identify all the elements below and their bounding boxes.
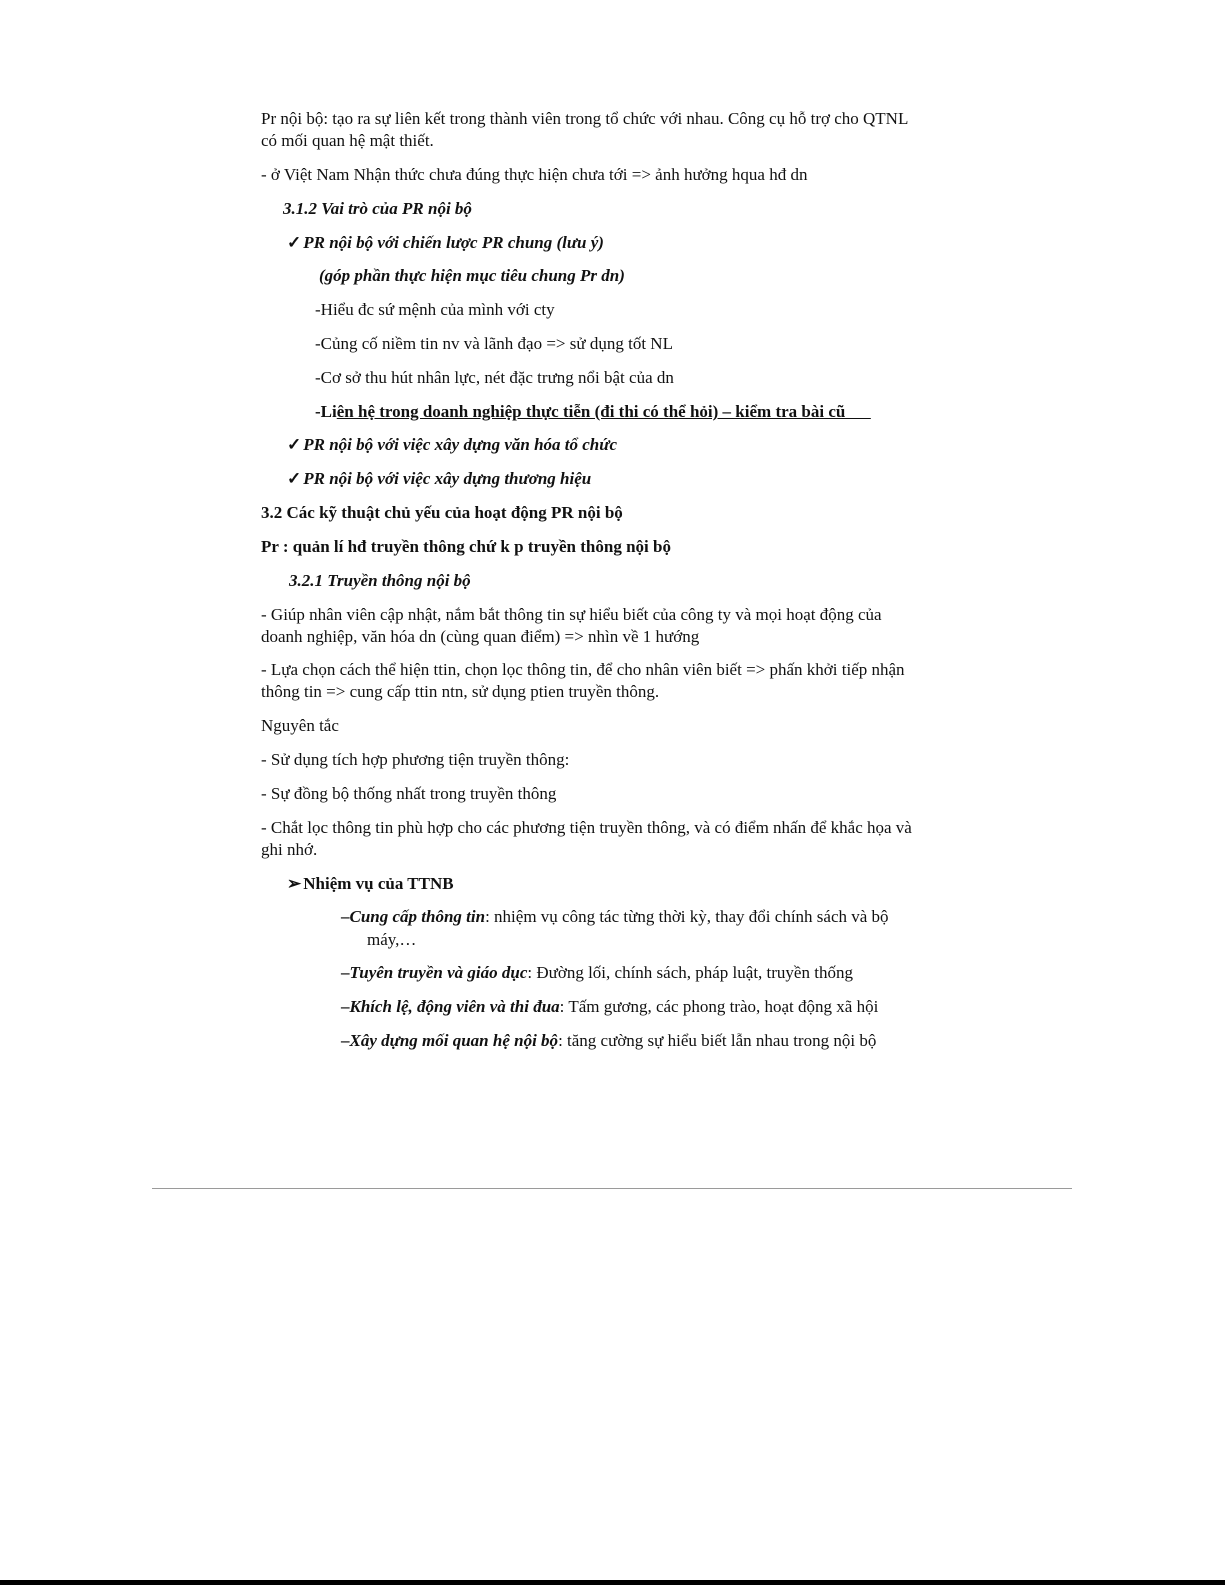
tasks-title-text: Nhiệm vụ của TTNB	[303, 874, 454, 893]
dash-bullet-icon: –	[341, 907, 350, 926]
task-item	[341, 962, 853, 984]
principle-item-continued: ghi nhớ.	[261, 840, 318, 859]
role-3-title	[287, 468, 591, 490]
paragraph-1-line-1: - Giúp nhân viên cập nhật, nắm bắt thông tin sự hiểu biết của công ty và mọi hoạt động của	[261, 605, 882, 624]
task-term: Cung cấp thông tin	[349, 907, 486, 926]
dash-bullet-icon: –	[341, 997, 350, 1016]
role-2-title	[287, 434, 617, 456]
role-1-title-text: PR nội bộ với chiến lược PR chung (lưu ý)	[303, 233, 604, 252]
role-1-item: -Củng cố niềm tin nv và lãnh đạo => sử dụng tốt NL	[315, 334, 673, 353]
intro-line-1: Pr nội bộ: tạo ra sự liên kết trong thành viên trong tổ chức với nhau. Công cụ hỗ trợ cho QTNL	[261, 109, 909, 128]
paragraph-2-line-1: - Lựa chọn cách thể hiện ttin, chọn lọc thông tin, để cho nhân viên biết => phấn khởi tiếp nhận	[261, 660, 905, 679]
vietnam-note: - ở Việt Nam Nhận thức chưa đúng thực hiện chưa tới => ảnh hưởng hqua hđ dn	[261, 165, 808, 184]
task-description-continued: máy,…	[367, 930, 417, 949]
task-description: : Tấm gương, các phong trào, hoạt động xã hội	[559, 997, 879, 1016]
role-1-note-underlined: ên hệ trong doanh nghiệp thực tiễn (đi thi có thể hỏi) – kiểm tra bài cũ	[336, 402, 871, 421]
task-description: : Đường lối, chính sách, pháp luật, truyền thống	[527, 963, 853, 982]
tasks-title	[287, 873, 454, 895]
paragraph-1-line-2: doanh nghiệp, văn hóa dn (cùng quan điểm) => nhìn về 1 hướng	[261, 627, 700, 646]
principle-item: - Chắt lọc thông tin phù hợp cho các phương tiện truyền thông, và có điểm nhấn để khắc họa và	[261, 818, 912, 837]
principle-item: - Sự đồng bộ thống nhất trong truyền thông	[261, 784, 557, 803]
role-1-note	[315, 401, 871, 423]
heading-3-2-1: 3.2.1 Truyền thông nội bộ	[289, 571, 471, 590]
dash-bullet-icon: –	[341, 1031, 350, 1050]
task-term: Tuyên truyền và giáo dục	[349, 963, 528, 982]
check-icon: ✓	[287, 233, 302, 252]
paragraph-2-line-2: thông tin => cung cấp ttin ntn, sử dụng ptien truyền thông.	[261, 682, 660, 701]
role-1-subtitle: (góp phần thực hiện mục tiêu chung Pr dn)	[319, 266, 625, 285]
role-3-title-text: PR nội bộ với việc xây dựng thương hiệu	[303, 469, 592, 488]
dash-bullet-icon: –	[341, 963, 350, 982]
task-item	[341, 1030, 876, 1052]
role-2-title-text: PR nội bộ với việc xây dựng văn hóa tổ chức	[303, 435, 617, 454]
heading-3-1-2: 3.1.2 Vai trò của PR nội bộ	[283, 199, 472, 218]
role-1-item: -Cơ sở thu hút nhân lực, nét đặc trưng nổi bật của dn	[315, 368, 674, 387]
task-description: : tăng cường sự hiểu biết lẫn nhau trong nội bộ	[558, 1031, 877, 1050]
principle-item: - Sử dụng tích hợp phương tiện truyền thông:	[261, 750, 570, 769]
check-icon: ✓	[287, 435, 302, 454]
task-term: Khích lệ, động viên và thi đua	[349, 997, 560, 1016]
principles-label: Nguyên tắc	[261, 716, 339, 735]
pr-line: Pr : quản lí hđ truyền thông chứ k p truyền thông nội bộ	[261, 537, 671, 556]
role-1-note-prefix: -Li	[315, 402, 337, 421]
intro-line-2: có mối quan hệ mật thiết.	[261, 131, 434, 150]
task-item	[341, 996, 878, 1018]
role-1-title	[287, 232, 604, 254]
task-item	[341, 906, 889, 928]
check-icon: ✓	[287, 469, 302, 488]
heading-3-2: 3.2 Các kỹ thuật chủ yếu của hoạt động PR nội bộ	[261, 503, 623, 522]
task-term: Xây dựng mối quan hệ nội bộ	[349, 1031, 559, 1050]
task-description: : nhiệm vụ công tác từng thời kỳ, thay đổi chính sách và bộ	[485, 907, 889, 926]
arrow-bullet-icon: ➢	[287, 874, 302, 893]
page-divider	[152, 1188, 1072, 1189]
role-1-item: -Hiểu đc sứ mệnh của mình với cty	[315, 300, 555, 319]
bottom-edge-bar	[0, 1580, 1225, 1585]
